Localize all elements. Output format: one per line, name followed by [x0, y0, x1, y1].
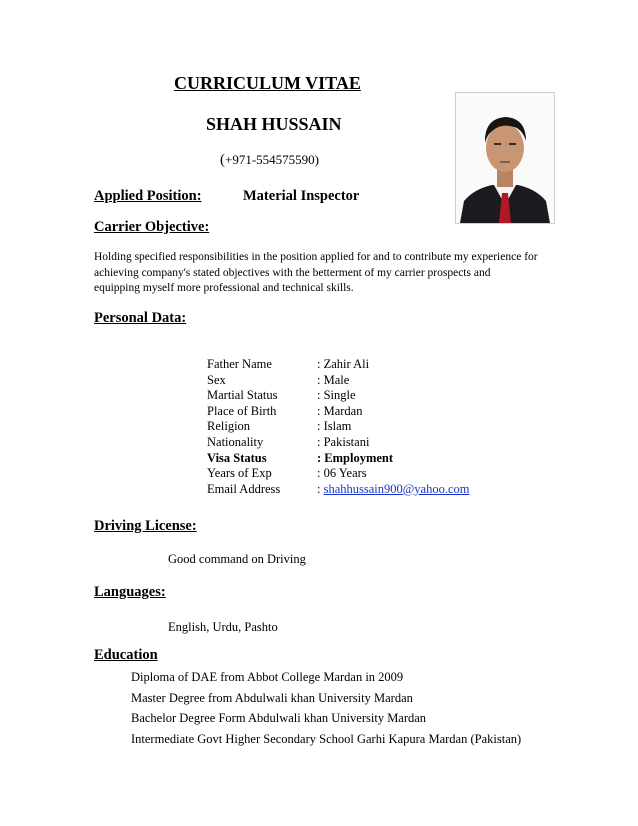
carrier-objective-label: Carrier Objective:: [94, 219, 210, 235]
father-name-value: : Zahir Ali: [317, 357, 370, 371]
martial-status-key: Martial Status: [207, 388, 278, 403]
languages-label: Languages:: [94, 584, 166, 600]
applied-position-value: Material Inspector: [243, 188, 360, 204]
education-item: Diploma of DAE from Abbot College Mardan in 2009: [131, 670, 404, 684]
candidate-name: SHAH HUSSAIN: [206, 114, 342, 134]
sex-value: : Male: [317, 372, 350, 387]
profile-photo: [455, 92, 555, 224]
personal-data-row: [207, 419, 469, 435]
personal-data-row: [207, 388, 469, 404]
personal-data-row: [207, 466, 469, 482]
personal-data-row: [207, 357, 469, 373]
carrier-objective-text: Holding specified responsibilities in the position applied for and to contribute my experience for achieving company's stated objectives with the betterment of my carrier prospects and equipping myself more professional and technical skills.: [94, 251, 538, 294]
personal-data-label: Personal Data:: [94, 310, 187, 326]
years-of-exp-value: : 06 Years: [317, 466, 367, 481]
sex-key: Sex: [207, 372, 226, 387]
languages-value: English, Urdu, Pashto: [168, 620, 278, 634]
applied-position-label: Applied Position:: [94, 188, 202, 204]
personal-data-row: [207, 404, 469, 420]
education-item: Intermediate Govt Higher Secondary School Garhi Kapura Mardan (Pakistan): [131, 731, 522, 746]
cv-title: CURRICULUM VITAE: [174, 73, 361, 93]
email-prefix: :: [317, 481, 324, 496]
email-address-value: [317, 482, 469, 498]
education-item: Bachelor Degree Form Abdulwali khan University Mardan: [131, 711, 427, 725]
profile-photo-image: [456, 93, 554, 223]
visa-status-value: : Employment: [317, 450, 394, 465]
visa-status-key: Visa Status: [207, 450, 267, 465]
nationality-value: : Pakistani: [317, 434, 370, 449]
personal-data-row: [207, 373, 469, 389]
driving-license-label: Driving License:: [94, 518, 197, 534]
place-of-birth-value: : Mardan: [317, 403, 363, 418]
personal-data-row: [207, 482, 469, 498]
place-of-birth-key: Place of Birth: [207, 403, 277, 418]
personal-data-table: [207, 357, 469, 497]
email-address-key: Email Address: [207, 481, 281, 496]
martial-status-value: : Single: [317, 388, 356, 403]
father-name-key: Father Name: [207, 357, 272, 371]
education-list: [131, 667, 521, 749]
years-of-exp-key: Years of Exp: [207, 466, 272, 481]
phone-value: +971-554575590: [225, 152, 315, 167]
nationality-key: Nationality: [207, 434, 264, 449]
email-link[interactable]: shahhussain900@yahoo.com: [323, 481, 470, 496]
religion-key: Religion: [207, 419, 251, 434]
driving-license-value: Good command on Driving: [168, 552, 306, 566]
education-label: Education: [94, 647, 158, 663]
personal-data-row: [207, 451, 469, 467]
phone-number: (+971-554575590): [220, 152, 320, 168]
education-item: Master Degree from Abdulwali khan University Mardan: [131, 690, 413, 705]
religion-value: : Islam: [317, 419, 352, 434]
personal-data-row: [207, 435, 469, 451]
